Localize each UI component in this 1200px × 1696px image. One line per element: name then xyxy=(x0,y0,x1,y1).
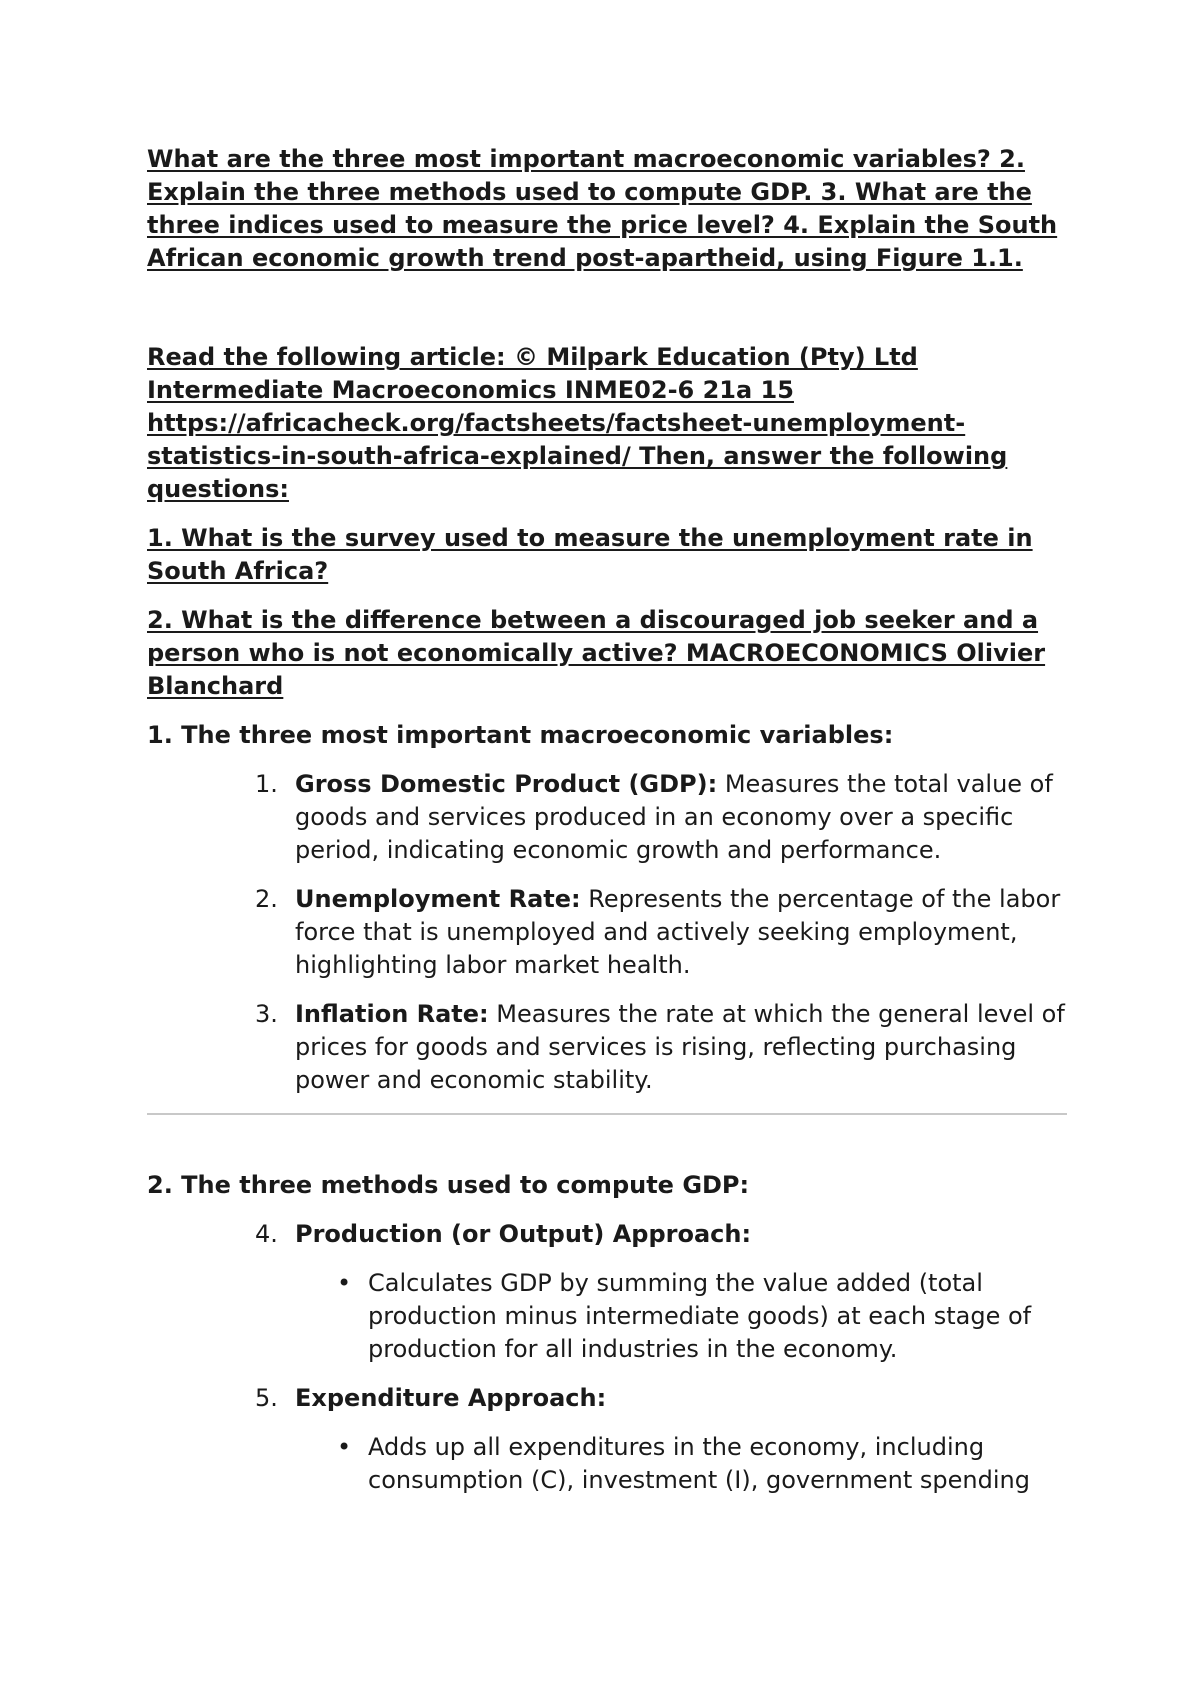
question-2: 2. What is the difference between a discouraged job seeker and a person who is not economically active? MACROECONOMICS Olivier Blanchard xyxy=(147,606,1046,700)
term-description: Represents the percentage of the labor force that is unemployed and actively seeking employment, highlighting labor market health. xyxy=(295,885,1061,979)
question-1: 1. What is the survey used to measure the unemployment rate in South Africa? xyxy=(147,524,1033,585)
term-label: Expenditure Approach: xyxy=(295,1384,607,1412)
list-item-expenditure-approach xyxy=(147,1382,1067,1415)
article-prompt: Read the following article: © Milpark Education (Pty) Ltd Intermediate Macroeconomics INME02-6 21a 15 https://africacheck.org/factsheets/factsheet-unemployment-statistics-in-south-africa-explained/ Then, answer the following questions: xyxy=(147,343,1008,503)
intro-questions: What are the three most important macroeconomic variables? 2. Explain the three methods used to compute GDP. 3. What are the three indices used to measure the price level? 4. Explain the South African economic growth trend post-apartheid, using Figure 1.1. xyxy=(147,145,1058,272)
bullet-icon: • xyxy=(337,1269,352,1297)
list-item-unemployment xyxy=(147,883,1067,982)
list-number: 3. xyxy=(255,1000,278,1028)
term-label: Production (or Output) Approach: xyxy=(295,1220,752,1248)
list-item-production-approach xyxy=(147,1218,1067,1251)
list-item-gdp xyxy=(147,768,1067,867)
spacer xyxy=(147,752,1067,768)
list-number: 5. xyxy=(255,1384,278,1412)
bullet-text: Adds up all expenditures in the economy, including consumption (C), investment (I), government spending xyxy=(368,1433,1030,1494)
spacer xyxy=(147,506,1067,522)
term-label: Gross Domestic Product (GDP): xyxy=(295,770,718,798)
bullet-item xyxy=(147,1431,1067,1497)
section-1-heading: 1. The three most important macroeconomic variables: xyxy=(147,721,894,749)
list-number: 4. xyxy=(255,1220,278,1248)
section-2-heading: 2. The three methods used to compute GDP: xyxy=(147,1171,750,1199)
bullet-text: Calculates GDP by summing the value added (total production minus intermediate goods) at each stage of production for all industries in the economy. xyxy=(368,1269,1032,1363)
bullet-item xyxy=(147,1267,1067,1366)
horizontal-divider xyxy=(147,1113,1067,1115)
spacer xyxy=(147,275,1067,341)
spacer xyxy=(147,1202,1067,1218)
term-label: Inflation Rate: xyxy=(295,1000,489,1028)
term-description: Measures the total value of goods and services produced in an economy over a specific period, indicating economic growth and performance. xyxy=(295,770,1053,864)
spacer xyxy=(147,588,1067,604)
term-description: Measures the rate at which the general level of prices for goods and services is rising, reflecting purchasing power and economic stability. xyxy=(295,1000,1065,1094)
spacer xyxy=(147,703,1067,719)
list-item-inflation xyxy=(147,998,1067,1097)
bullet-icon: • xyxy=(337,1433,352,1461)
term-label: Unemployment Rate: xyxy=(295,885,581,913)
document-page xyxy=(147,143,1067,1513)
list-number: 2. xyxy=(255,885,278,913)
list-number: 1. xyxy=(255,770,278,798)
